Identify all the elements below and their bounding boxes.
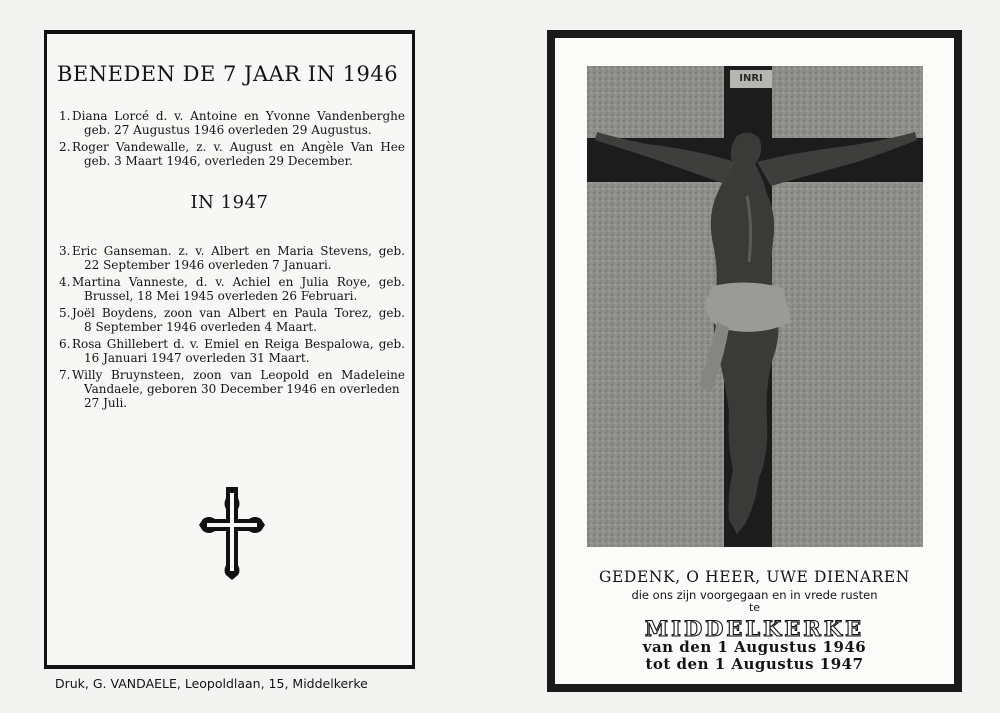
entry-line: 16 Januari 1947 overleden 31 Maart.	[84, 351, 310, 365]
date-from: van den 1 Augustus 1946	[642, 638, 867, 656]
entry-line: Eric Ganseman. z. v. Albert en Maria Stevens, geb.	[72, 244, 405, 258]
entry-line: Vandaele, geboren 30 December 1946 en overleden	[84, 382, 400, 396]
subtitle-line: die ons zijn voorgegaan en in vrede rusten	[631, 588, 878, 602]
inri-label: INRI	[739, 73, 763, 84]
year-heading: IN 1947	[190, 192, 269, 213]
entry-line: geb. 27 Augustus 1946 overleden 29 Augustus.	[84, 123, 372, 137]
right-page-frame	[547, 30, 962, 692]
entry-line: Rosa Ghillebert d. v. Emiel en Reiga Bespalowa, geb.	[72, 337, 405, 351]
town-name: MIDDELKERKE	[644, 616, 865, 641]
te-word: te	[748, 601, 761, 614]
list-item	[59, 337, 405, 365]
list-item	[59, 109, 405, 137]
cross-icon	[197, 485, 267, 581]
entry-line: Brussel, 18 Mei 1945 overleden 26 Februari.	[84, 289, 358, 303]
entry-line: Martina Vanneste, d. v. Achiel en Julia Roye, geb.	[72, 275, 405, 289]
entry-line: 27 Juli.	[84, 396, 128, 410]
entry-number: 4.	[59, 275, 71, 289]
entry-number: 2.	[59, 140, 71, 154]
list-item	[59, 140, 405, 168]
entry-line: 8 September 1946 overleden 4 Maart.	[84, 320, 317, 334]
list-item	[59, 368, 405, 410]
entry-line: Willy Bruynsteen, zoon van Leopold en Madeleine	[72, 368, 405, 382]
crucifix-image	[587, 66, 923, 547]
list-item	[59, 244, 405, 272]
list-item	[59, 275, 405, 303]
entry-line: Joël Boydens, zoon van Albert en Paula Torez, geb.	[72, 306, 405, 320]
gedenk-heading: GEDENK, O HEER, UWE DIENAREN	[599, 568, 910, 586]
entry-number: 6.	[59, 337, 71, 351]
printer-imprint: Druk, G. VANDAELE, Leopoldlaan, 15, Middelkerke	[55, 676, 368, 691]
entry-line: 22 September 1946 overleden 7 Januari.	[84, 258, 332, 272]
entry-number: 1.	[59, 109, 71, 123]
page-title: BENEDEN DE 7 JAAR IN 1946	[57, 62, 399, 86]
entry-number: 5.	[59, 306, 71, 320]
date-to: tot den 1 Augustus 1947	[645, 655, 864, 673]
entry-line: Diana Lorcé d. v. Antoine en Yvonne Vandenberghe	[72, 109, 405, 123]
entry-line: Roger Vandewalle, z. v. August en Angèle Van Hee	[72, 140, 405, 154]
entry-number: 3.	[59, 244, 71, 258]
left-page-frame	[44, 30, 415, 669]
entry-number: 7.	[59, 368, 71, 382]
list-item	[59, 306, 405, 334]
entry-line: geb. 3 Maart 1946, overleden 29 December.	[84, 154, 353, 168]
